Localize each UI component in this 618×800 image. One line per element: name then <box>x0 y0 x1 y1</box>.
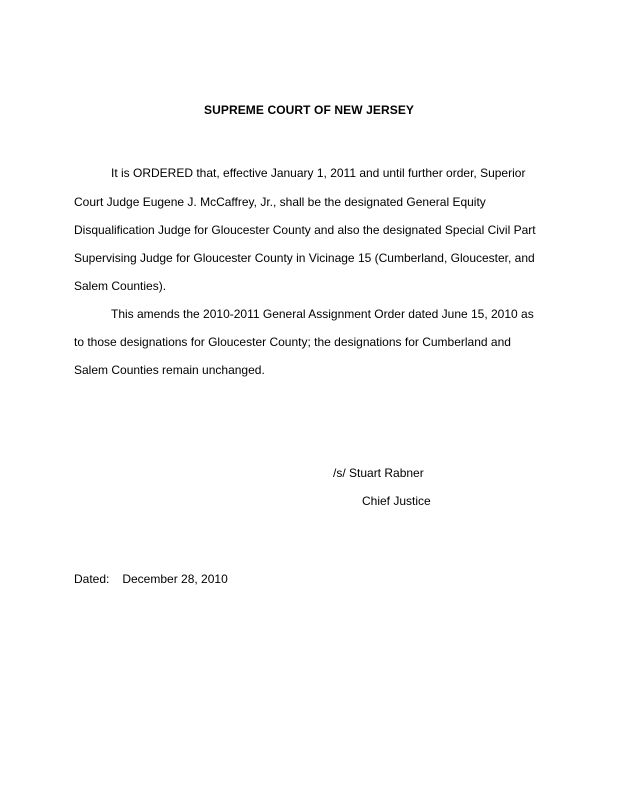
paragraph-1-line-4: Supervising Judge for Gloucester County in Vicinage 15 (Cumberland, Gloucester, and <box>74 251 535 265</box>
paragraph-2-line-1: This amends the 2010-2011 General Assignment Order dated June 15, 2010 as <box>111 307 534 321</box>
document-title: SUPREME COURT OF NEW JERSEY <box>203 103 415 117</box>
signature-name: /s/ Stuart Rabner <box>333 466 424 480</box>
dated-value: December 28, 2010 <box>122 572 228 586</box>
signature-title: Chief Justice <box>362 494 431 508</box>
paragraph-1-line-3: Disqualification Judge for Gloucester County and also the designated Special Civil Part <box>74 223 536 237</box>
dated-line <box>74 572 228 586</box>
paragraph-2-line-2: to those designations for Gloucester County; the designations for Cumberland and <box>74 335 511 349</box>
paragraph-1-line-5: Salem Counties). <box>74 279 167 293</box>
dated-label: Dated: <box>74 572 110 586</box>
paragraph-2-line-3: Salem Counties remain unchanged. <box>74 363 265 377</box>
paragraph-1-line-1: It is ORDERED that, effective January 1, 2011 and until further order, Superior <box>111 166 526 180</box>
paragraph-1-line-2: Court Judge Eugene J. McCaffrey, Jr., shall be the designated General Equity <box>74 195 486 209</box>
